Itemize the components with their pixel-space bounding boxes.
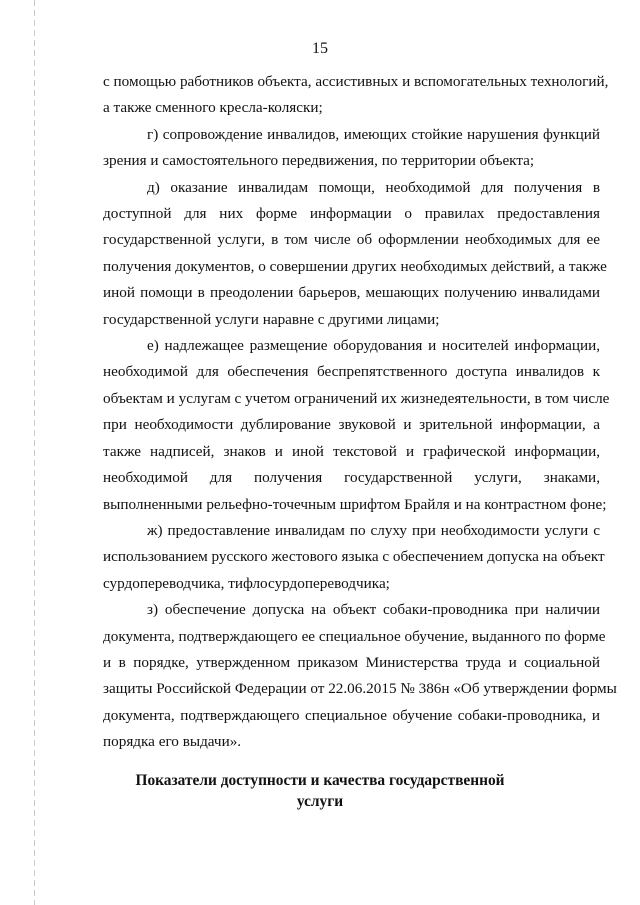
text-line: д) оказание инвалидам помощи, необходимой для получения в xyxy=(147,178,600,196)
text-line: иной помощи в преодолении барьеров, мешающих получению инвалидами xyxy=(103,284,600,302)
text-line: государственной услуги наравне с другими лицами; xyxy=(103,310,440,328)
text-line: необходимой для получения государственной услуги, знаками, xyxy=(103,469,600,487)
text-line: при необходимости дублирование звуковой и зрительной информации, а xyxy=(103,416,600,434)
paragraph-item-zh xyxy=(103,518,605,597)
paragraph-continuation xyxy=(103,69,609,122)
text-line: а также сменного кресла-коляски; xyxy=(103,99,323,117)
text-line: и в порядке, утвержденном приказом Министерства труда и социальной xyxy=(103,653,600,671)
text-line: порядка его выдачи». xyxy=(103,733,242,751)
text-line: защиты Российской Федерации от 22.06.2015 № 386н «Об утверждении формы xyxy=(103,680,617,698)
text-line: объектам и услугам с учетом ограничений их жизнедеятельности, в том числе xyxy=(103,389,610,407)
text-line: необходимой для обеспечения беспрепятственного доступа инвалидов к xyxy=(103,363,600,381)
section-heading-line: Показатели доступности и качества государственной xyxy=(135,772,505,789)
paragraph-item-g xyxy=(103,122,600,175)
paragraph-item-z xyxy=(103,597,617,755)
text-line: государственной услуги, в том числе об оформлении необходимых для ее xyxy=(103,231,600,249)
section-heading-line: услуги xyxy=(296,793,344,810)
text-line: документа, подтверждающего специальное обучение собаки-проводника, и xyxy=(103,706,600,724)
text-line: использованием русского жестового языка с обеспечением допуска на объект xyxy=(103,548,605,566)
text-line: выполненными рельефно-точечным шрифтом Брайля и на контрастном фоне; xyxy=(103,495,607,513)
text-line: доступной для них форме информации о правилах предоставления xyxy=(103,205,600,223)
text-line: получения документов, о совершении других необходимых действий, а также xyxy=(103,257,607,275)
text-line: г) сопровождение инвалидов, имеющих стойкие нарушения функций xyxy=(147,125,600,143)
text-line: з) обеспечение допуска на объект собаки-проводника при наличии xyxy=(147,601,600,619)
text-line: также надписей, знаков и иной текстовой и графической информации, xyxy=(103,442,600,460)
text-line: ж) предоставление инвалидам по слуху при необходимости услуги с xyxy=(147,521,600,539)
text-line: с помощью работников объекта, ассистивных и вспомогательных технологий, xyxy=(103,73,609,90)
text-line: документа, подтверждающего ее специальное обучение, выданного по форме xyxy=(103,627,606,645)
paragraph-item-d xyxy=(103,175,607,333)
document-body xyxy=(103,69,617,756)
section-heading xyxy=(0,770,640,812)
text-line: зрения и самостоятельного передвижения, по территории объекта; xyxy=(103,152,535,170)
text-line: сурдопереводчика, тифлосурдопереводчика; xyxy=(103,574,390,592)
paragraph-item-e xyxy=(103,333,610,518)
text-line: е) надлежащее размещение оборудования и носителей информации, xyxy=(147,337,600,355)
page-number: 15 xyxy=(312,40,328,57)
